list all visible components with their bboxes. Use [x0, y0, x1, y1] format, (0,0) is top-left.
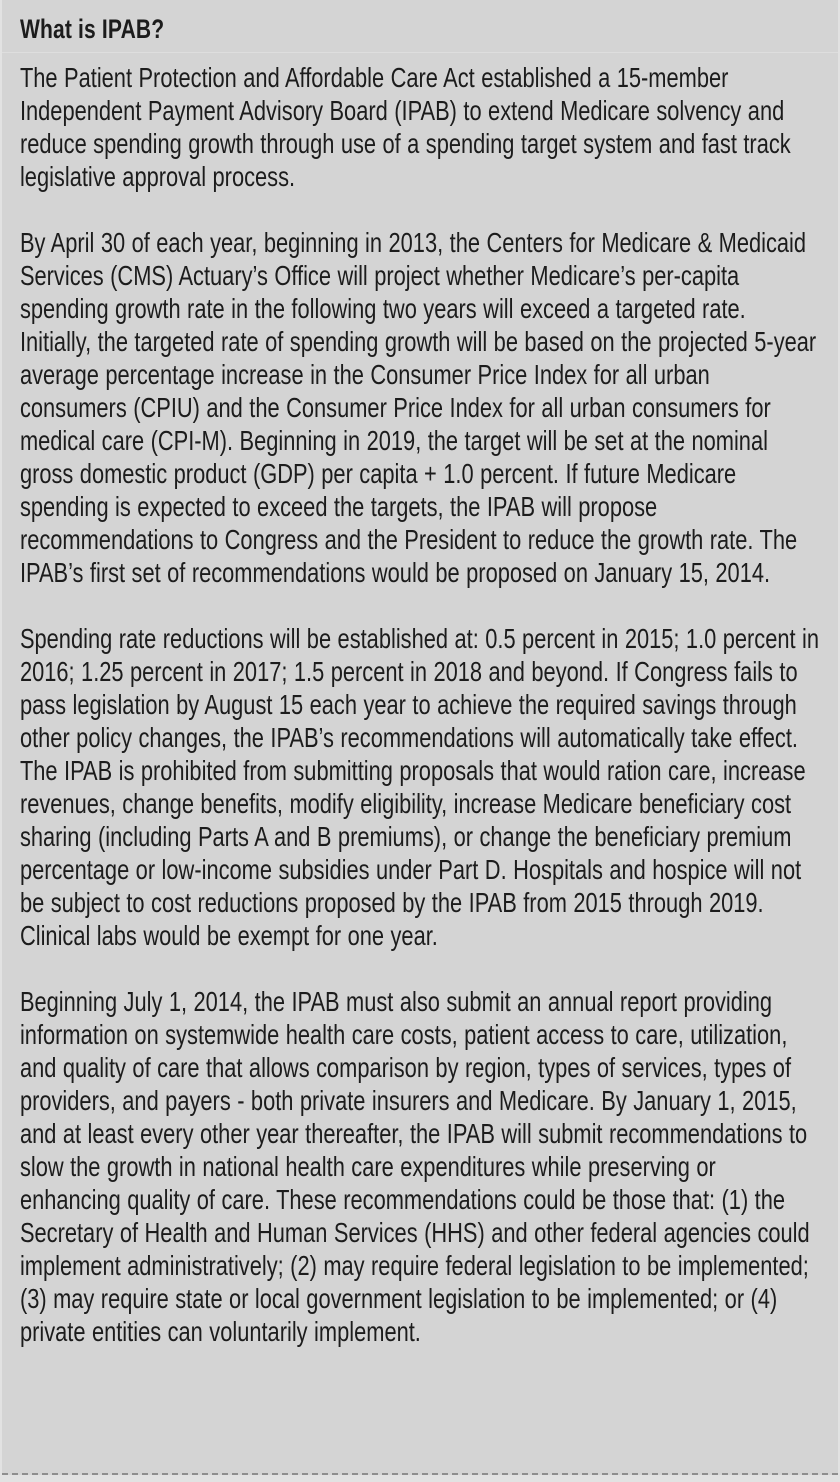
factbox-content [2, 0, 838, 1348]
paragraph-rate-reductions: Spending rate reductions will be established at: 0.5 percent in 2015; 1.0 percent in 2016; 1.25 percent in 2017; 1.5 percent in 2018 and beyond. If Congress fails to pass legislation by August 15 each year to achieve the required savings through other policy changes, the IPAB’s recommendations will automatically take effect. The IPAB is prohibited from submitting proposals that would ration care, increase revenues, change benefits, modify eligibility, increase Medicare beneficiary cost sharing (including Parts A and B premiums), or change the beneficiary premium percentage or low-income subsidies under Part D. Hospitals and hospice will not be subject to cost reductions proposed by the IPAB from 2015 through 2019. Clinical labs would be exempt for one year. [19, 623, 820, 951]
ipab-factbox [2, 0, 838, 1475]
factbox-title: What is IPAB? [2, 0, 838, 53]
paragraph-establishment: The Patient Protection and Affordable Care Act established a 15-member Independent Payment Advisory Board (IPAB) to extend Medicare solvency and reduce spending growth through use of a spending target system and fast track legislative approval process. [19, 62, 791, 192]
paragraph-annual-report: Beginning July 1, 2014, the IPAB must also submit an annual report providing information on systemwide health care costs, patient access to care, utilization, and quality of care that allows comparison by region, types of services, types of providers, and payers - both private insurers and Medicare. By January 1, 2015, and at least every other year thereafter, the IPAB will submit recommendations to slow the growth in national health care expenditures while preserving or enhancing quality of care. These recommendations could be those that: (1) the Secretary of Health and Human Services (HHS) and other federal agencies could implement administratively; (2) may require federal legislation to be implemented; (3) may require state or local government legislation to be implemented; or (4) private entities can voluntarily implement. [19, 986, 810, 1347]
factbox-body [2, 53, 838, 1348]
paragraph-spending-targets: By April 30 of each year, beginning in 2013, the Centers for Medicare & Medicaid Services (CMS) Actuary’s Office will project whether Medicare’s per-capita spending growth rate in the following two years will exceed a targeted rate. Initially, the targeted rate of spending growth will be based on the projected 5-year average percentage increase in the Consumer Price Index for all urban consumers (CPIU) and the Consumer Price Index for all urban consumers for medical care (CPI-M). Beginning in 2019, the target will be set at the nominal gross domestic product (GDP) per capita + 1.0 percent. If future Medicare spending is expected to exceed the targets, the IPAB will propose recommendations to Congress and the President to reduce the growth rate. The IPAB’s first set of recommendations would be proposed on January 15, 2014. [19, 227, 817, 588]
